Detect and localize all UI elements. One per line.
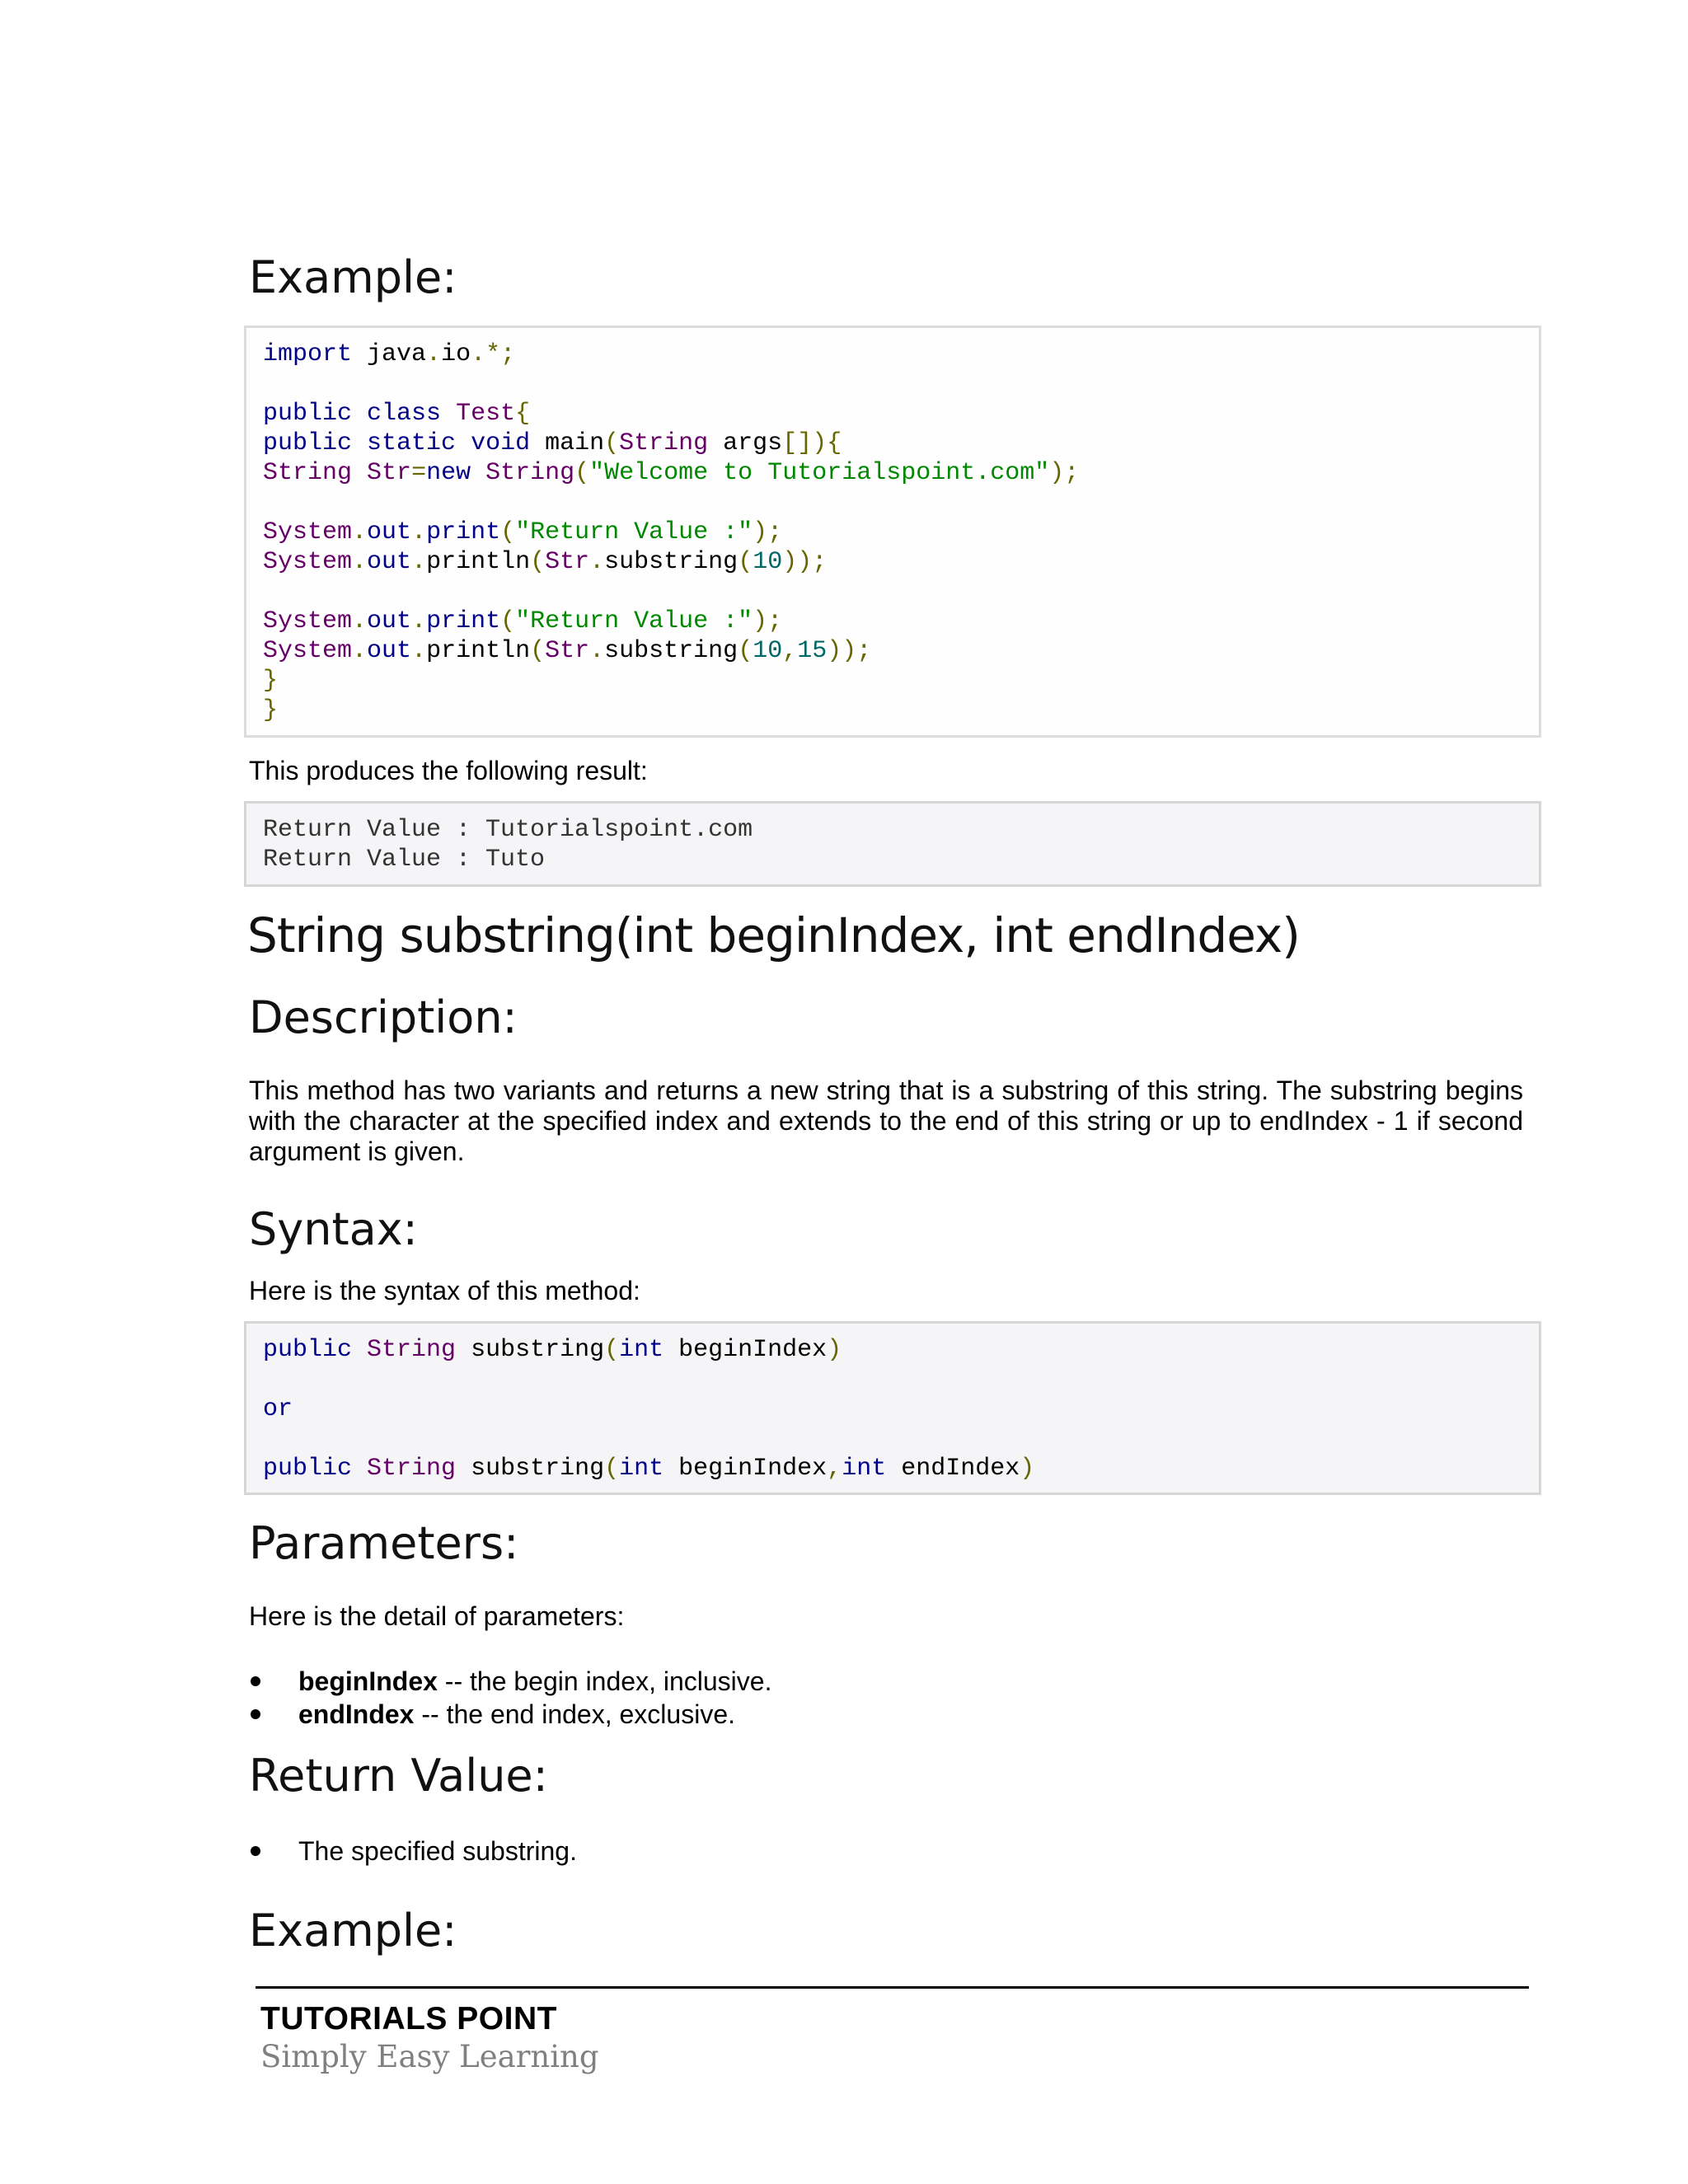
code-token: . — [411, 548, 427, 576]
example-code — [263, 340, 1079, 725]
result-output — [263, 815, 753, 874]
code-token: . — [411, 518, 427, 546]
code-line — [263, 607, 782, 635]
code-token: String — [367, 1336, 457, 1364]
code-token: System — [263, 637, 353, 665]
code-token: io — [441, 340, 471, 368]
parameter-name: endIndex — [298, 1699, 415, 1729]
result-output-block — [244, 801, 1541, 887]
code-line — [263, 429, 842, 457]
parameter-name: beginIndex — [298, 1666, 438, 1696]
code-token: ( — [604, 1455, 620, 1483]
code-token: beginIndex — [663, 1455, 828, 1483]
code-token: . — [411, 607, 427, 635]
code-token: . — [411, 637, 427, 665]
code-token: 10 — [753, 548, 783, 576]
example-heading-2: Example: — [249, 1905, 457, 1957]
code-line — [263, 667, 278, 695]
parameter-item — [249, 1665, 771, 1698]
code-token: String — [619, 429, 709, 457]
code-token: beginIndex — [663, 1336, 828, 1364]
method-title: String substring(int beginIndex, int endIndex) — [247, 907, 1300, 963]
code-token: println — [426, 637, 531, 665]
code-line — [263, 1455, 1034, 1483]
return-value-text: The specified substring. — [298, 1836, 577, 1866]
code-token: .*; — [471, 340, 516, 368]
syntax-intro: Here is the syntax of this method: — [249, 1276, 640, 1305]
code-token: ) — [827, 1336, 842, 1364]
result-line: Return Value : Tutorialspoint.com — [263, 816, 753, 844]
code-token: , — [782, 637, 798, 665]
code-token: substring — [456, 1336, 605, 1364]
code-token: ( — [530, 637, 546, 665]
bullet-icon — [251, 1676, 260, 1686]
code-token: out — [367, 637, 412, 665]
code-token: { — [515, 400, 531, 428]
code-token: . — [352, 518, 368, 546]
code-token: Str — [545, 637, 590, 665]
code-token: } — [263, 667, 279, 695]
code-token: } — [263, 696, 279, 724]
code-token: Str — [367, 459, 412, 487]
code-token: . — [426, 340, 442, 368]
code-token: new — [426, 459, 471, 487]
code-token: int — [619, 1336, 664, 1364]
code-token: ( — [500, 518, 516, 546]
code-token: . — [352, 637, 368, 665]
code-token: void — [471, 429, 531, 457]
code-token: ( — [604, 1336, 620, 1364]
footer-tagline: Simply Easy Learning — [260, 2039, 599, 2074]
code-token: ( — [738, 637, 753, 665]
code-token: , — [827, 1455, 842, 1483]
code-line — [263, 637, 871, 665]
code-token — [352, 1455, 367, 1483]
code-token: )); — [782, 548, 828, 576]
bullet-icon — [251, 1846, 260, 1856]
code-token: print — [426, 518, 501, 546]
parameter-desc: -- the end index, exclusive. — [414, 1699, 735, 1729]
code-token: substring — [604, 548, 738, 576]
code-token: System — [263, 548, 353, 576]
parameters-list — [249, 1665, 771, 1731]
footer-rule — [256, 1986, 1529, 1989]
code-token: public — [263, 400, 353, 428]
description-heading: Description: — [249, 991, 518, 1043]
return-value-item — [249, 1835, 577, 1868]
code-token: . — [589, 548, 605, 576]
code-token: 10 — [753, 637, 783, 665]
code-token: out — [367, 548, 412, 576]
code-token: out — [367, 607, 412, 635]
code-token: public — [263, 1336, 353, 1364]
code-line — [263, 400, 530, 428]
code-line — [263, 518, 782, 546]
code-line — [263, 696, 278, 724]
code-token: static — [367, 429, 457, 457]
code-token: "Welcome to Tutorialspoint.com" — [589, 459, 1050, 487]
code-token: []){ — [782, 429, 842, 457]
code-token: "Return Value :" — [515, 607, 753, 635]
syntax-code — [263, 1335, 1034, 1483]
parameters-heading: Parameters: — [249, 1517, 519, 1569]
example-code-block — [244, 326, 1541, 738]
code-token: ) — [1020, 1455, 1035, 1483]
code-token: int — [842, 1455, 887, 1483]
code-token: ); — [753, 607, 783, 635]
code-token: )); — [827, 637, 872, 665]
code-line — [263, 1336, 842, 1364]
code-token: main — [530, 429, 605, 457]
code-line — [263, 340, 515, 368]
code-token — [471, 459, 485, 487]
code-token: endIndex — [886, 1455, 1020, 1483]
code-token: = — [411, 459, 427, 487]
example-heading: Example: — [249, 251, 457, 303]
code-token: java — [352, 340, 427, 368]
code-token: public — [263, 429, 353, 457]
code-token: args — [708, 429, 783, 457]
code-token: substring — [456, 1455, 605, 1483]
return-value-heading: Return Value: — [249, 1750, 548, 1802]
code-token: 15 — [797, 637, 828, 665]
code-token: System — [263, 518, 353, 546]
return-value-list — [249, 1835, 577, 1868]
code-token: class — [367, 400, 442, 428]
parameter-item — [249, 1698, 771, 1731]
code-token: or — [263, 1395, 293, 1423]
code-token — [352, 459, 367, 487]
code-token: substring — [604, 637, 738, 665]
code-line — [263, 1395, 293, 1423]
code-token: . — [352, 548, 368, 576]
code-token — [352, 400, 367, 428]
code-token: ( — [530, 548, 546, 576]
syntax-heading: Syntax: — [249, 1203, 418, 1255]
result-intro: This produces the following result: — [249, 756, 648, 785]
code-token: int — [619, 1455, 664, 1483]
code-token — [352, 1336, 367, 1364]
code-token: print — [426, 607, 501, 635]
code-token: ( — [738, 548, 753, 576]
parameters-intro: Here is the detail of parameters: — [249, 1601, 625, 1631]
code-token: Test — [456, 400, 516, 428]
code-token: println — [426, 548, 531, 576]
bullet-icon — [251, 1709, 260, 1719]
result-line: Return Value : Tuto — [263, 846, 546, 874]
code-token — [352, 429, 367, 457]
code-token: ( — [574, 459, 590, 487]
syntax-code-block — [244, 1321, 1541, 1495]
code-token: ); — [753, 518, 783, 546]
code-token: Str — [545, 548, 590, 576]
code-token: . — [589, 637, 605, 665]
code-token: String — [367, 1455, 457, 1483]
code-token — [456, 429, 471, 457]
code-token: System — [263, 607, 353, 635]
code-line — [263, 459, 1079, 487]
code-token: public — [263, 1455, 353, 1483]
code-token: ); — [1049, 459, 1080, 487]
code-token: import — [263, 340, 353, 368]
code-token: ( — [500, 607, 516, 635]
code-token: . — [352, 607, 368, 635]
code-token — [441, 400, 456, 428]
footer-brand: TUTORIALS POINT — [260, 2001, 557, 2036]
code-token: ( — [604, 429, 620, 457]
code-token: out — [367, 518, 412, 546]
parameter-desc: -- the begin index, inclusive. — [437, 1666, 772, 1696]
code-token: "Return Value :" — [515, 518, 753, 546]
code-token: String — [263, 459, 353, 487]
code-line — [263, 548, 827, 576]
code-token: String — [485, 459, 575, 487]
description-text: This method has two variants and returns a new string that is a substring of this string. The substring begins with the character at the specified index and extends to the end of this string or up to endIndex - 1 if second argument is given. — [249, 1076, 1523, 1166]
